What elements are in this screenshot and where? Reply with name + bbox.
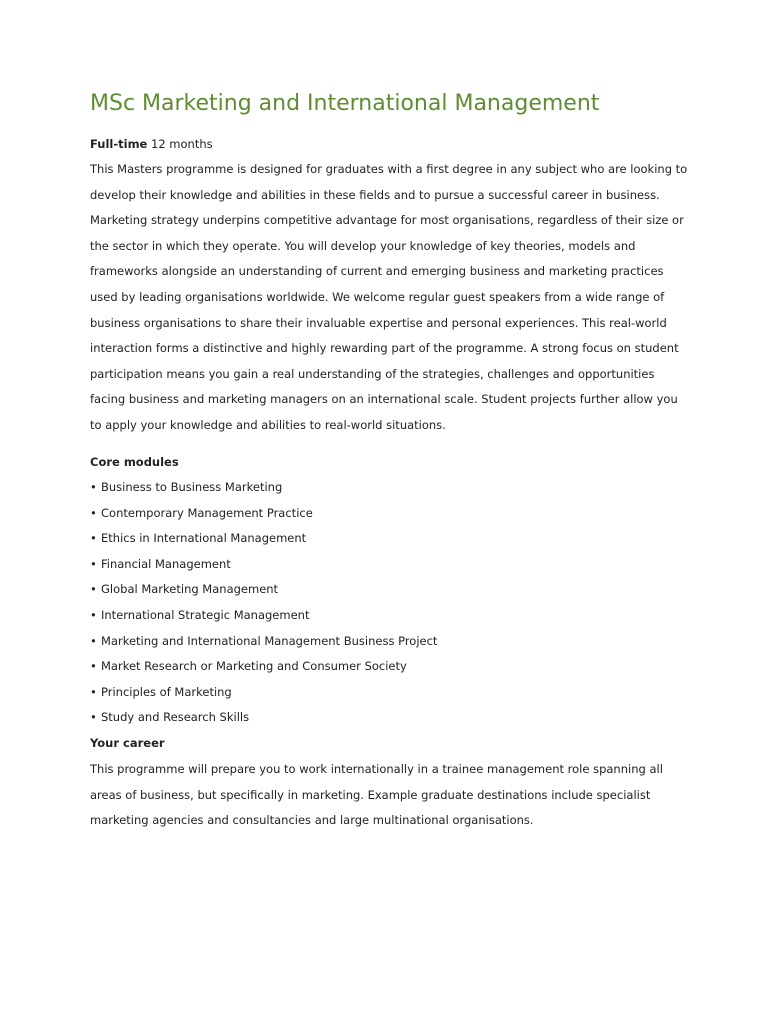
- career-heading: Your career: [90, 736, 165, 750]
- list-item: [90, 680, 437, 706]
- list-item: [90, 501, 437, 527]
- bullet-icon: •: [90, 480, 97, 494]
- list-item: [90, 475, 437, 501]
- module-name: Ethics in International Management: [101, 531, 307, 546]
- module-name: Study and Research Skills: [101, 710, 250, 725]
- duration-value: 12 months: [151, 137, 213, 151]
- module-name: Contemporary Management Practice: [101, 505, 313, 520]
- list-item: [90, 526, 437, 552]
- bullet-icon: •: [90, 710, 97, 725]
- programme-duration: [90, 134, 213, 154]
- list-item: [90, 552, 437, 578]
- bullet-icon: •: [90, 684, 97, 699]
- duration-label: Full-time: [90, 137, 148, 151]
- core-modules-list: [90, 475, 437, 731]
- module-name: Principles of Marketing: [101, 684, 232, 699]
- career-paragraph: This programme will prepare you to work internationally in a trainee management role spanning all areas of business, but specifically in marketing. Example graduate destinations include specialist marketing agencies and consultancies and large multinational organisations.: [90, 762, 663, 828]
- module-name: Financial Management: [101, 556, 231, 571]
- bullet-icon: •: [90, 633, 97, 648]
- list-item: [90, 654, 437, 680]
- list-item: [90, 577, 437, 603]
- bullet-icon: •: [90, 505, 97, 520]
- module-name: Marketing and International Management Business Project: [101, 633, 438, 648]
- page-title: MSc Marketing and International Management: [90, 91, 600, 116]
- bullet-icon: •: [90, 556, 97, 571]
- module-name: International Strategic Management: [101, 607, 310, 622]
- core-modules-heading: Core modules: [90, 455, 179, 469]
- bullet-icon: •: [90, 607, 97, 622]
- bullet-icon: •: [90, 582, 97, 597]
- bullet-icon: •: [90, 531, 97, 546]
- module-name: Market Research or Marketing and Consumer Society: [101, 659, 407, 674]
- module-name: Business to Business Marketing: [101, 480, 283, 494]
- intro-paragraph: This Masters programme is designed for graduates with a first degree in any subject who are looking to develop their knowledge and abilities in these fields and to pursue a successful career in business. Marketing strategy underpins competitive advantage for most organisations, regardless of their size or the sector in which they operate. You will develop your knowledge of key theories, models and frameworks alongside an understanding of current and emerging business and marketing practices used by leading organisations worldwide. We welcome regular guest speakers from a wide range of business organisations to share their invaluable expertise and personal experiences. This real-world interaction forms a distinctive and highly rewarding part of the programme. A strong focus on student participation means you gain a real understanding of the strategies, challenges and opportunities facing business and marketing managers on an international scale. Student projects further allow you to apply your knowledge and abilities to real-world situations.: [90, 162, 688, 432]
- bullet-icon: •: [90, 659, 97, 674]
- module-name: Global Marketing Management: [101, 582, 279, 597]
- list-item: [90, 705, 437, 731]
- list-item: [90, 629, 437, 655]
- list-item: [90, 603, 437, 629]
